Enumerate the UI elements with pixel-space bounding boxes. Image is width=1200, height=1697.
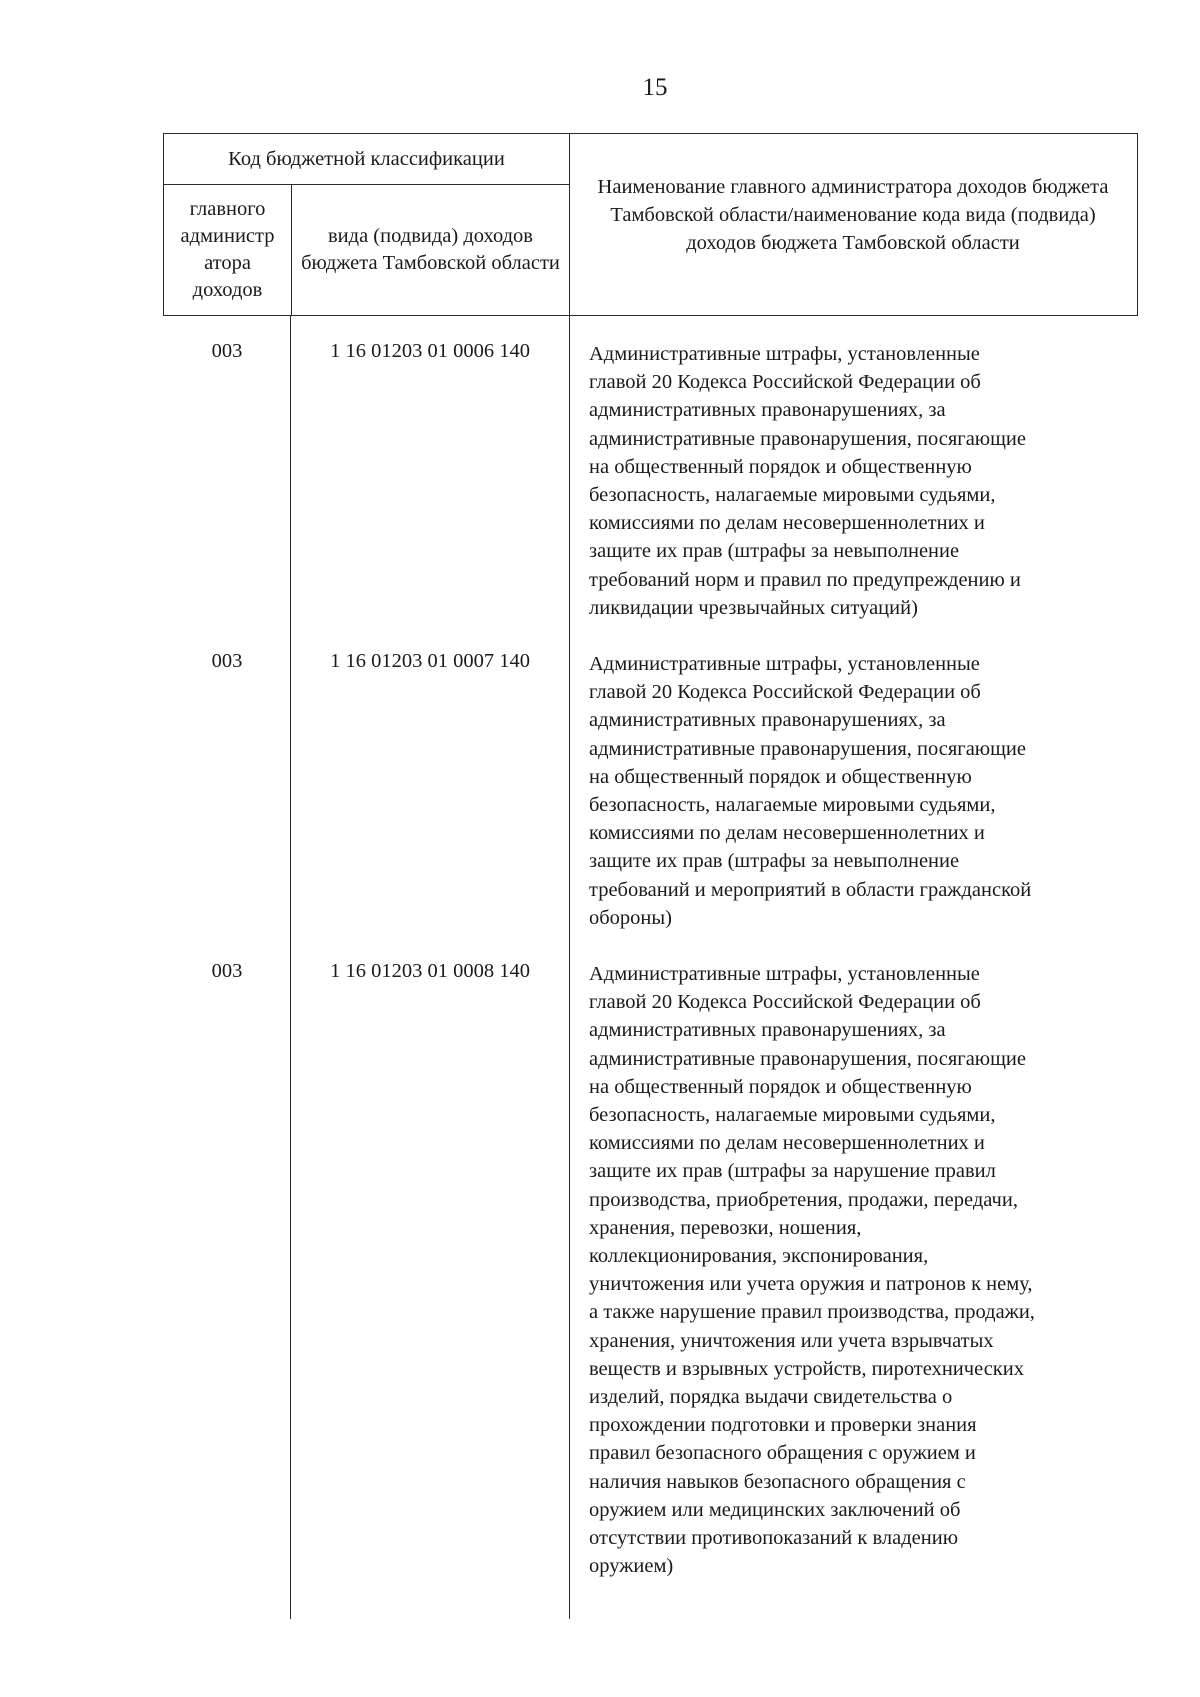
- column-divider-code: [569, 316, 570, 1619]
- header-chief-administrator: [164, 185, 292, 315]
- table-header: [163, 133, 1138, 316]
- revenue-code-cell: 1 16 01203 01 0006 140: [330, 340, 530, 362]
- revenue-code-cell: 1 16 01203 01 0008 140: [330, 960, 530, 982]
- admin-code-cell: 003: [211, 960, 243, 982]
- revenue-name-cell: Административные штрафы, установленные главой 20 Кодекса Российской Федерации об административных правонарушениях, за административные правонарушения, посягающие на общественный порядок и общественную безопасность, налагаемые мировыми судьями, комиссиями по делам несовершеннолетних и защите их прав (штрафы за невыполнение требований и мероприятий в области гражданской обороны): [589, 653, 1032, 929]
- revenue-name-cell: Административные штрафы, установленные главой 20 Кодекса Российской Федерации об административных правонарушениях, за административные правонарушения, посягающие на общественный порядок и общественную безопасность, налагаемые мировыми судьями, комиссиями по делам несовершеннолетних и защите их прав (штрафы за нарушение правил производства, приобретения, продажи, передачи, хранения, перевозки, ношения, коллекционирования, экспонирования, уничтожения или учета оружия и патронов к нему, а также нарушение правил производства, продажи, хранения, уничтожения или учета взрывчатых веществ и взрывных устройств, пиротехнических изделий, порядка выдачи свидетельства о прохождении подготовки и проверки знания правил безопасного обращения с оружием и наличия навыков безопасного обращения с оружием или медицинских заключений об отсутствии противопоказаний к владению оружием): [589, 963, 1035, 1578]
- header-budget-classification-code: Код бюджетной классификации: [164, 134, 570, 185]
- revenue-code-cell: 1 16 01203 01 0007 140: [330, 650, 530, 672]
- header-name: Наименование главного администратора доходов бюджета Тамбовской области/наименование кода вида (подвида) доходов бюджета Тамбовской области: [597, 175, 1109, 254]
- admin-code-cell: 003: [211, 650, 243, 672]
- header-revenue-type-code: вида (подвида) доходов бюджета Тамбовской области: [292, 185, 570, 315]
- header-chief-administrator-text: главного администратора доходов: [180, 198, 275, 301]
- revenue-name-cell: Административные штрафы, установленные главой 20 Кодекса Российской Федерации об административных правонарушениях, за административные правонарушения, посягающие на общественный порядок и общественную безопасность, налагаемые мировыми судьями, комиссиями по делам несовершеннолетних и защите их прав (штрафы за невыполнение требований норм и правил по предупреждению и ликвидации чрезвычайных ситуаций): [589, 343, 1026, 619]
- admin-code-cell: 003: [211, 340, 243, 362]
- page-number: 15: [642, 74, 668, 101]
